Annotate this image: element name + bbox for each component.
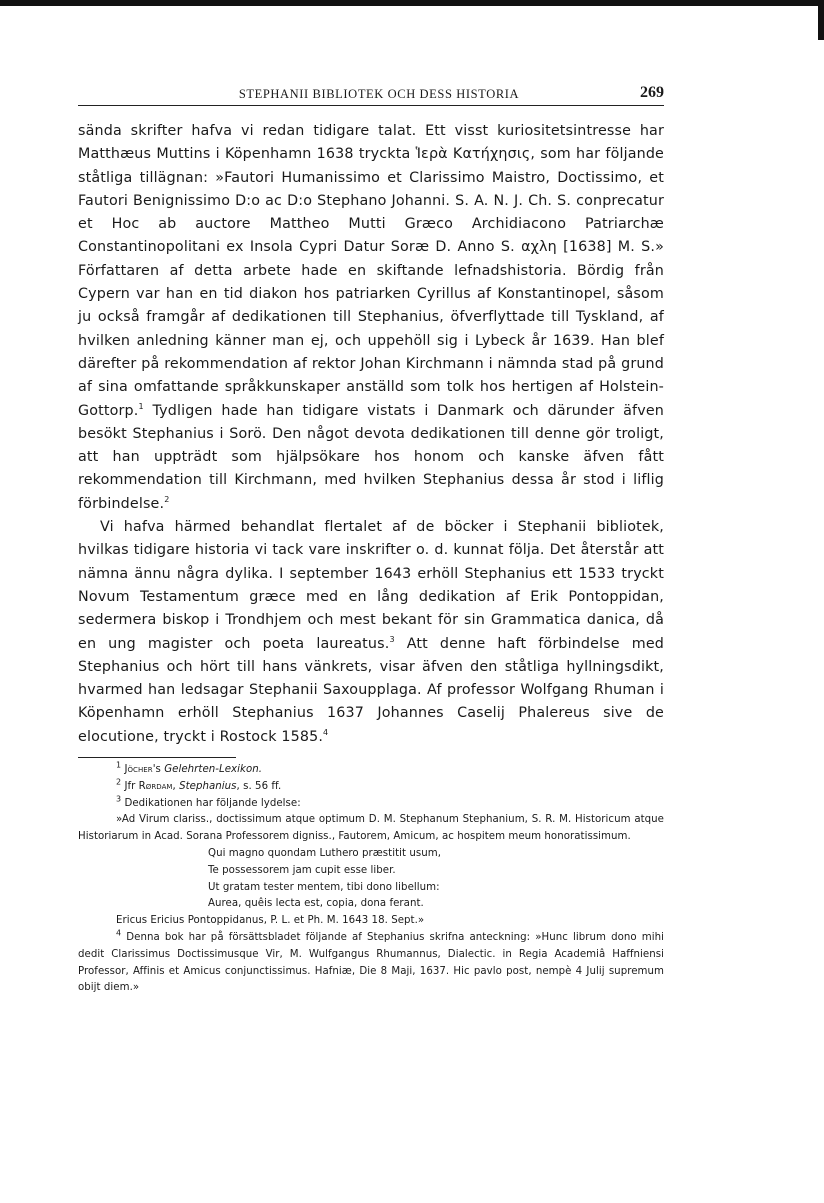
footnote-ref: 2 bbox=[164, 494, 170, 504]
book-page bbox=[78, 84, 664, 997]
footnote-3-quote: »Ad Virum clariss., doctissimum atque optimum D. M. Stephanum Stephanium, S. R. M. Historicum atque Historiarum in Acad. Sorana Professorem digniss., Fautorem, Amicum, ac hospitem meum honoratissimum. bbox=[78, 814, 664, 843]
footnote-2: $^2$ Jfr Rørdam, Stephanius, s. 56 ff. bbox=[116, 777, 282, 792]
page-number: 269 bbox=[640, 84, 664, 101]
poem-line: Ut gratam tester mentem, tibi dono libellum: bbox=[208, 881, 440, 893]
footnote-rule bbox=[78, 757, 236, 758]
poem-line: Te possessorem jam cupit esse liber. bbox=[208, 864, 396, 876]
main-text bbox=[78, 120, 664, 749]
footnote-3: $^3$ Dedikationen har följande lydelse: bbox=[116, 794, 301, 809]
footnote-4: $^4$ Denna bok har på försättsbladet följande af Stephanius skrifna anteckning: »Hunc librum dono mihi dedit Clarissimus Doctissimusque Vir, M. Wulfgangus Rhumannus, Dialectic. in Regia Academiâ Haffniensi Professor, Affinis et Amicus conjunctissimus. Hafniæ, Die 8 Maji, 1637. Hic pavlo post, nempè 4 Julij supremum obijt diem.» bbox=[78, 928, 664, 994]
footnote-ref: 1 bbox=[138, 401, 144, 411]
paragraph-2: Vi hafva härmed behandlat flertalet af de böcker i Stephanii bibliotek, hvilkas tidigare historia vi tack vare inskrifter o. d. kunnat följa. Det återstår att nämna ännu några dylika. I september 1643 erhöll Stephanius ett 1533 tryckt Novum Testamentum græce med en lång dedikation af Erik Pontoppidan, sedermera biskop i Trondhjem och mest bekant för sin Grammatica danica, då en ung magister och poeta laureatus.$^3$ Att denne haft förbindelse med Stephanius och hört till hans vänkrets, visar äfven den ståtliga hyllningsdikt, hvarmed han ledsagar Stephanii Saxoupplaga. Af professor Wolfgang Rhuman i Köpenhamn erhöll Stephanius 1637 Johannes Caselij Phalereus sive de elocutione, tryckt i Rostock 1585.$^4$ bbox=[78, 519, 665, 745]
footnotes bbox=[78, 762, 664, 997]
footnote-ref: 4 bbox=[323, 727, 329, 737]
footnote-3-signature: Ericus Ericius Pontoppidanus, P. L. et Ph. M. 1643 18. Sept.» bbox=[116, 915, 425, 927]
page-header bbox=[78, 84, 664, 106]
running-title: STEPHANII BIBLIOTEK OCH DESS HISTORIA bbox=[238, 87, 520, 101]
footnote-1: $^1$ Jöcher's Gelehrten-Lexikon. bbox=[116, 760, 263, 776]
scan-border-right bbox=[818, 0, 824, 40]
poem-line: Qui magno quondam Luthero præstitit usum, bbox=[208, 848, 441, 859]
poem-line: Aurea, quêis lecta est, copia, dona ferant. bbox=[208, 898, 424, 910]
paragraph-1: sända skrifter hafva vi redan tidigare talat. Ett visst kuriositetsintresse har Matthæus Muttins i Köpenhamn 1638 tryckta Ἱερὰ Κατήχησις, som har följande ståtliga tillägnan: »Fautori Humanissimo et Clarissimo Maistro, Doctissimo, et Fautori Benignissimo D:o ac D:o Stephano Johanni. S. A. N. J. Ch. S. conprecatur et Hoc ab auctore Mattheo Mutti Græco Archidiacono Patriarchæ Constantinopolitani ex Insola Cypri Datur Soræ D. Anno S. αχλη [1638] M. S.» Författaren af detta arbete hade en skiftande lefnadshistoria. Bördig från Cypern var han en tid diakon hos patriarken Cyrillus af Konstantinopel, såsom ju också framgår af dedikationen till Stephanius, öfverflyttade till Tyskland, af hvilken anledning känner man ej, och uppehöll sig i Lybeck år 1639. Han blef därefter på rekommendation af rektor Johan Kirchmann i nämnda stad på grund af sina omfattande språkkunskaper anställd som tolk hos hertigen af Holstein-Gottorp.$^1$ Tydligen hade han tidigare vistats i Danmark och därunder äfven besökt Stephanius i Sorö. Den något devota dedikationen till denne gör troligt, att han uppträdt som hjälpsökare hos honom och kanske äfven fått rekommendation till Kirchmann, med hvilken Stephanius dessa år stod i liflig förbindelse.$^2$ bbox=[78, 123, 664, 512]
footnote-ref: 3 bbox=[389, 634, 395, 644]
scan-border-top bbox=[0, 0, 824, 6]
